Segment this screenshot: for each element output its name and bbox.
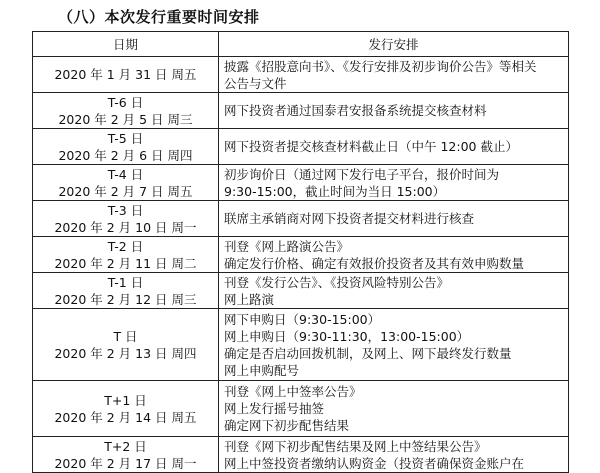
table-row bbox=[33, 309, 569, 381]
arrangement-line: 网上发行摇号抽签 bbox=[224, 401, 325, 416]
section-title: （八）本次发行重要时间安排 bbox=[58, 8, 260, 26]
date-line: 2020 年 2 月 14 日 周五 bbox=[54, 409, 197, 425]
arrangement-line: 网下申购日（9:30-15:00） bbox=[224, 311, 381, 327]
table-row bbox=[33, 129, 569, 165]
table-row bbox=[33, 237, 569, 273]
date-line: 2020 年 2 月 10 日 周一 bbox=[54, 219, 197, 235]
date-line: 2020 年 2 月 5 日 周三 bbox=[58, 111, 193, 127]
date-line: T+2 日 bbox=[104, 438, 147, 454]
arrangement-line: 披露《招股意向书》、《发行安排及初步询价公告》等相关 bbox=[224, 58, 537, 74]
table-row bbox=[33, 381, 569, 437]
date-line: 2020 年 1 月 31 日 周五 bbox=[54, 67, 197, 82]
arrangement-line: 联席主承销商对网下投资者提交材料进行核查 bbox=[224, 211, 475, 226]
arrangement-line: 刊登《网上路演公告》 bbox=[224, 238, 350, 254]
arrangement-line: 网下投资者提交核查材料截止日（中午 12:00 截止） bbox=[224, 139, 518, 154]
arrangement-cell bbox=[219, 57, 569, 93]
date-cell bbox=[33, 129, 219, 165]
date-line: 2020 年 2 月 7 日 周五 bbox=[58, 183, 193, 199]
date-line: T-2 日 bbox=[107, 238, 144, 254]
arrangement-cell bbox=[219, 381, 569, 437]
arrangement-cell bbox=[219, 309, 569, 381]
date-line: T 日 bbox=[113, 328, 138, 344]
table-row bbox=[33, 57, 569, 93]
date-line: 2020 年 2 月 6 日 周四 bbox=[58, 147, 193, 163]
arrangement-cell bbox=[219, 93, 569, 129]
arrangement-line: 网上中签投资者缴纳认购资金（投资者确保资金账户在 bbox=[224, 455, 525, 471]
date-line: 2020 年 2 月 13 日 周四 bbox=[54, 345, 197, 361]
arrangement-line: 网上申购日（9:30-11:30，13:00-15:00） bbox=[224, 328, 470, 344]
date-cell bbox=[33, 237, 219, 273]
date-cell bbox=[33, 165, 219, 201]
date-cell bbox=[33, 309, 219, 381]
arrangement-line: 刊登《网上中签率公告》 bbox=[224, 384, 362, 399]
arrangement-line: 确定是否启动回拨机制，及网上、网下最终发行数量 bbox=[224, 345, 512, 361]
arrangement-cell bbox=[219, 273, 569, 309]
date-cell bbox=[33, 57, 219, 93]
header-arrangement: 发行安排 bbox=[219, 32, 569, 57]
table-row bbox=[33, 201, 569, 237]
date-line: T-6 日 bbox=[107, 94, 144, 110]
header-date: 日期 bbox=[33, 32, 219, 57]
arrangement-line: 网下投资者通过国泰君安报备系统提交核查材料 bbox=[224, 103, 487, 118]
table-row bbox=[33, 93, 569, 129]
arrangement-line: 公告与文件 bbox=[224, 75, 287, 91]
date-cell bbox=[33, 273, 219, 309]
date-cell bbox=[33, 437, 219, 473]
table-row bbox=[33, 437, 569, 473]
arrangement-line: 确定发行价格、确定有效报价投资者及其有效申购数量 bbox=[224, 255, 525, 271]
arrangement-line: 确定网下初步配售结果 bbox=[224, 418, 350, 433]
arrangement-line: 初步询价日（通过网下发行电子平台，报价时间为 bbox=[224, 166, 500, 182]
date-line: T-5 日 bbox=[107, 130, 144, 146]
arrangement-cell bbox=[219, 437, 569, 473]
arrangement-cell bbox=[219, 165, 569, 201]
date-line: 2020 年 2 月 11 日 周二 bbox=[54, 255, 197, 271]
table-header-row bbox=[33, 32, 569, 57]
date-line: T+1 日 bbox=[104, 392, 147, 408]
arrangement-line: 刊登《网下初步配售结果及网上中签结果公告》 bbox=[224, 438, 487, 454]
table-row bbox=[33, 165, 569, 201]
arrangement-line: 9:30-15:00，截止时间为当日 15:00） bbox=[224, 183, 446, 199]
arrangement-cell bbox=[219, 201, 569, 237]
date-line: T-4 日 bbox=[107, 166, 144, 182]
arrangement-cell bbox=[219, 237, 569, 273]
arrangement-cell bbox=[219, 129, 569, 165]
schedule-table bbox=[32, 31, 569, 473]
date-line: T-3 日 bbox=[107, 202, 144, 218]
date-line: 2020 年 2 月 12 日 周三 bbox=[54, 291, 197, 307]
date-cell bbox=[33, 201, 219, 237]
arrangement-line: 网上申购配号 bbox=[224, 362, 300, 378]
date-line: T-1 日 bbox=[107, 274, 144, 290]
arrangement-line: 网上路演 bbox=[224, 291, 275, 307]
date-cell bbox=[33, 93, 219, 129]
table-row bbox=[33, 273, 569, 309]
arrangement-line: 刊登《发行公告》、《投资风险特别公告》 bbox=[224, 274, 450, 290]
date-line: 2020 年 2 月 17 日 周一 bbox=[54, 455, 197, 471]
date-cell bbox=[33, 381, 219, 437]
